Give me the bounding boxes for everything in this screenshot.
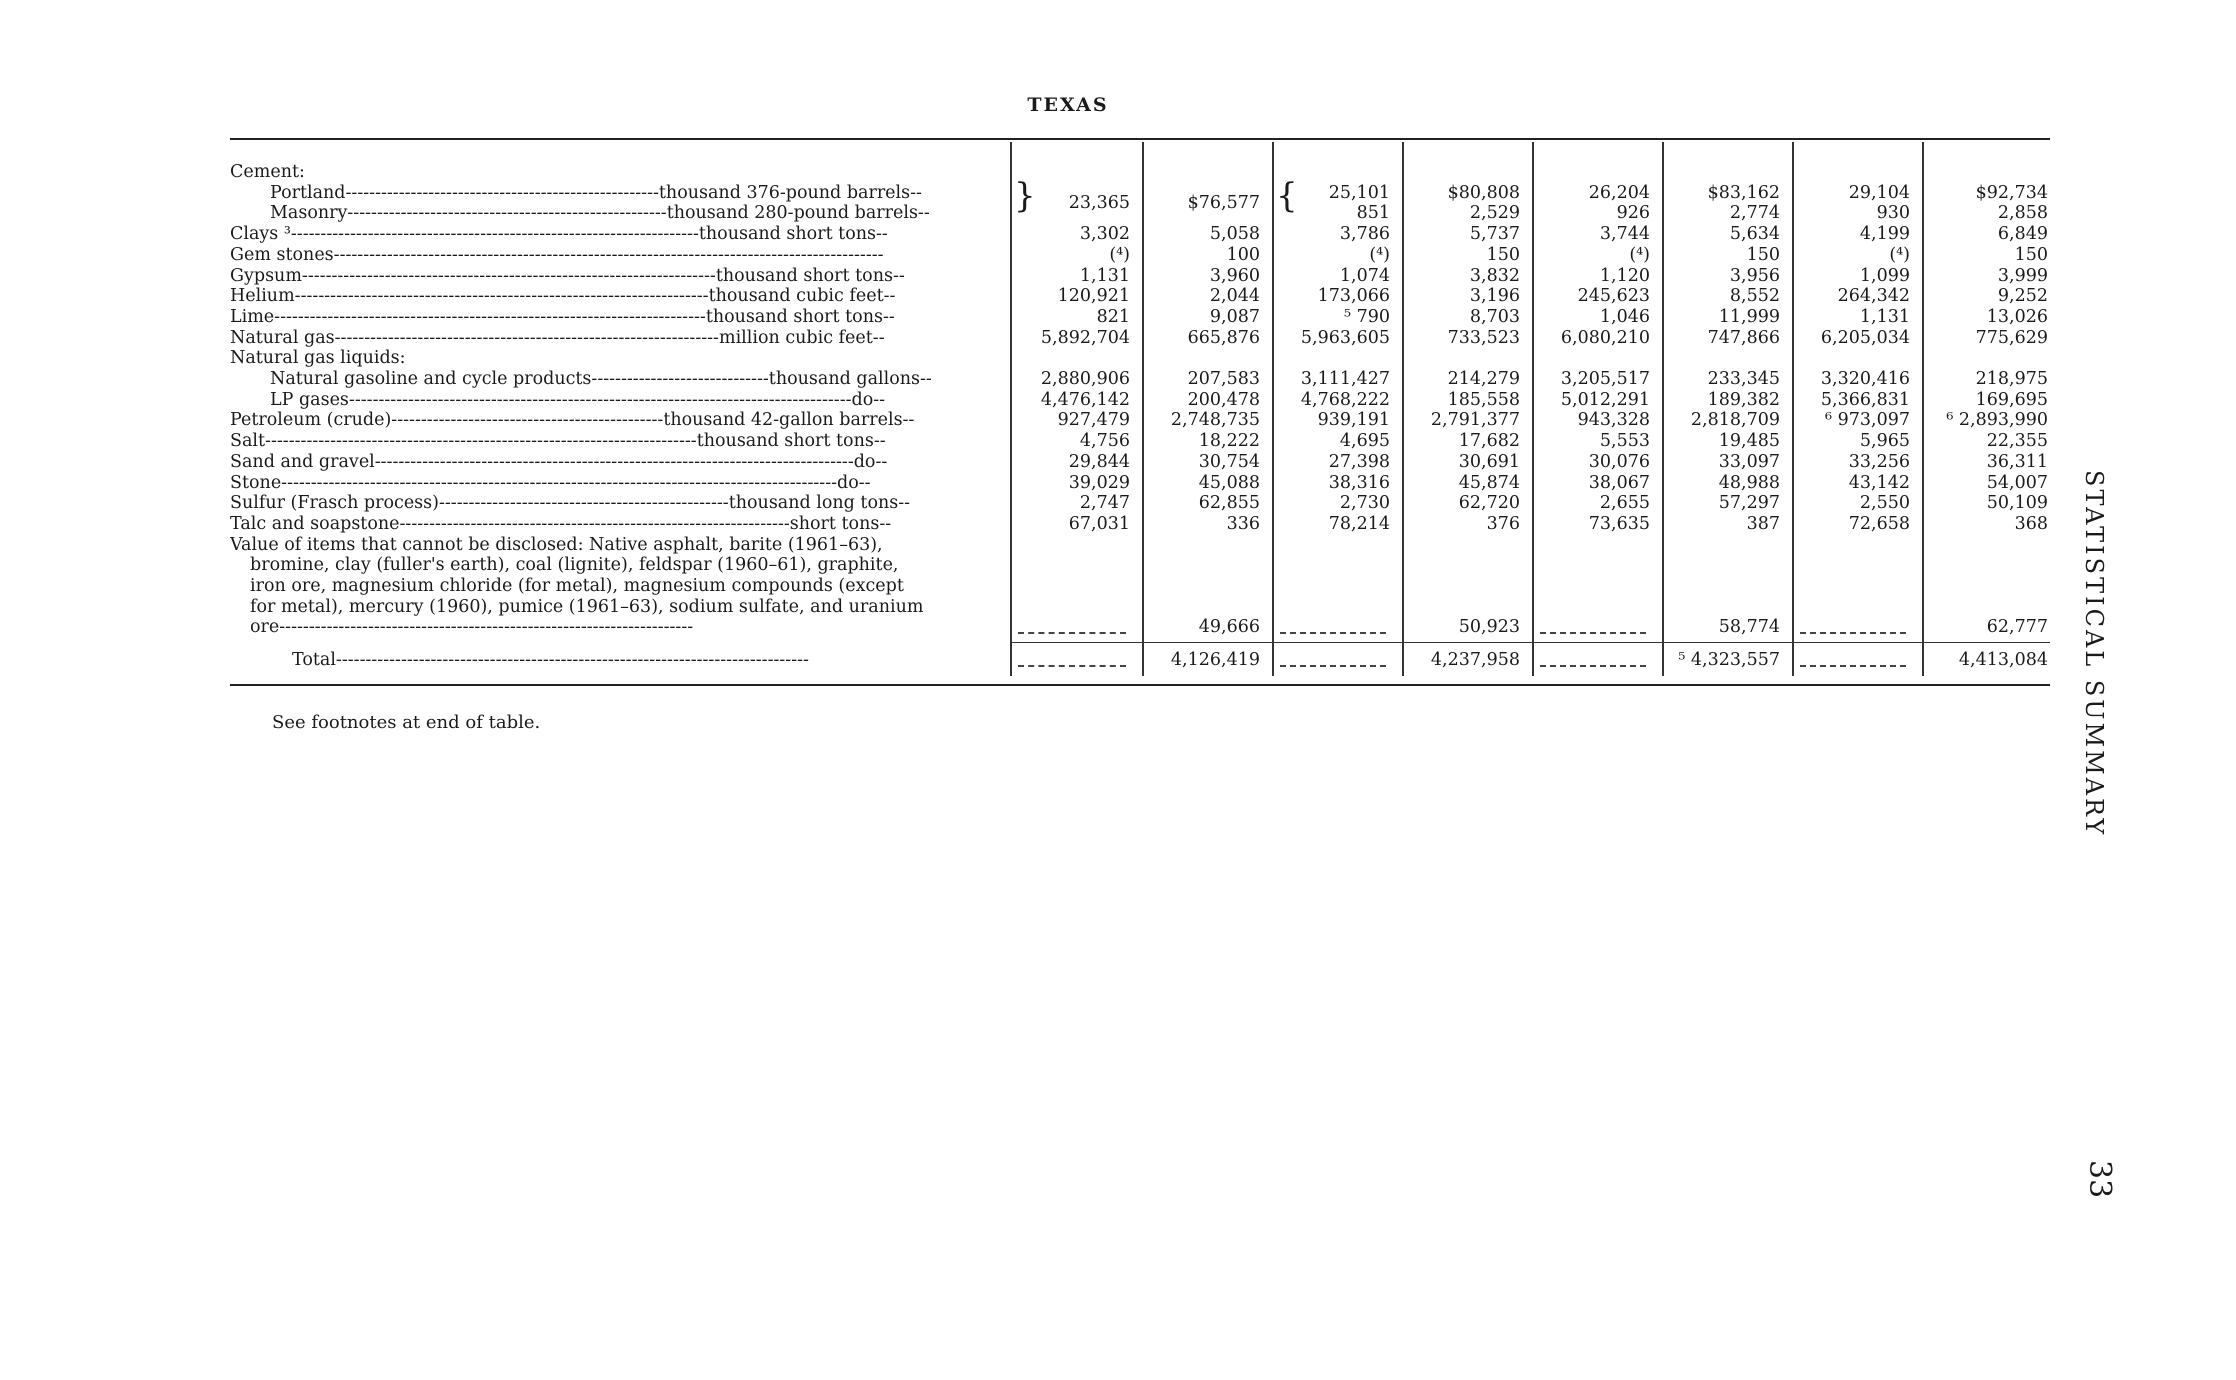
table-cell: 3,205,517 xyxy=(1560,369,1650,389)
undisclosed-text-line xyxy=(230,576,1010,597)
brace-left-icon: { xyxy=(1276,175,1298,216)
table-row xyxy=(230,307,2050,328)
table-top-rule xyxy=(230,138,2050,140)
table-cell: 3,302 xyxy=(1079,224,1130,245)
empty-cell-dashes xyxy=(1280,665,1386,667)
table-cell: 245,623 xyxy=(1577,286,1650,307)
table-cell: $76,577 xyxy=(1187,193,1260,214)
table-cell: 233,345 xyxy=(1707,369,1780,389)
row-label: Stone----------------------------------------------------------------------------------------------do-- xyxy=(230,472,871,493)
table-cell: 33,097 xyxy=(1718,451,1780,472)
table-cell: 2,550 xyxy=(1859,493,1910,514)
table-cell: 368 xyxy=(2014,513,2048,534)
table-cell: 62,720 xyxy=(1458,493,1520,514)
table-cell: 3,744 xyxy=(1599,224,1650,245)
table-cell: 48,988 xyxy=(1718,472,1780,493)
table-cell: 264,342 xyxy=(1837,286,1910,307)
table-cell: 45,088 xyxy=(1198,472,1260,493)
row-label: Gypsum----------------------------------------------------------------------thousand short tons-- xyxy=(230,265,905,286)
table-cell: 169,695 xyxy=(1975,389,2048,410)
table-cell: 9,252 xyxy=(1997,286,2048,307)
table-row xyxy=(230,514,2050,535)
table-cell: 5,012,291 xyxy=(1560,389,1650,410)
table-cell: 120,921 xyxy=(1057,286,1130,307)
table-cell: 22,355 xyxy=(1986,431,2048,452)
table-cell: 1,131 xyxy=(1079,265,1130,286)
page-title: TEXAS xyxy=(1027,94,1109,116)
table-cell: 150 xyxy=(1486,244,1520,265)
table-cell: 54,007 xyxy=(1986,472,2048,493)
table-row xyxy=(230,431,2050,452)
page-number: 33 xyxy=(2082,1160,2117,1199)
table-cell: $92,734 xyxy=(1975,182,2048,203)
table-cell: 376 xyxy=(1486,513,1520,534)
running-head: STATISTICAL SUMMARY xyxy=(2080,470,2108,838)
table-cell: 214,279 xyxy=(1447,369,1520,389)
table-cell: 5,058 xyxy=(1209,224,1260,245)
table-cell: 939,191 xyxy=(1317,410,1390,431)
table-cell: 1,046 xyxy=(1599,306,1650,327)
table-row xyxy=(230,183,2050,204)
table-cell: 4,695 xyxy=(1339,431,1390,452)
table-cell: 27,398 xyxy=(1328,451,1390,472)
row-label: Sand and gravel---------------------------------------------------------------------------------do-- xyxy=(230,451,888,472)
table-cell: 62,777 xyxy=(1986,617,2048,638)
table-bottom-rule xyxy=(230,684,2050,686)
table-cell: 189,382 xyxy=(1707,389,1780,410)
row-label: bromine, clay (fuller's earth), coal (lignite), feldspar (1960–61), graphite, xyxy=(250,555,899,576)
row-label: Lime-------------------------------------------------------------------------thousand short tons-- xyxy=(230,306,895,327)
table-cell: 38,316 xyxy=(1328,472,1390,493)
table-cell: 25,101 xyxy=(1328,182,1390,203)
table-cell: 3,320,416 xyxy=(1820,369,1910,389)
table-cell: 50,923 xyxy=(1458,617,1520,638)
table-cell: 150 xyxy=(2014,244,2048,265)
table-cell: 5,963,605 xyxy=(1300,327,1390,348)
undisclosed-text-line xyxy=(230,555,1010,576)
row-label: Helium----------------------------------------------------------------------thousand cubic feet-- xyxy=(230,286,896,307)
table-row xyxy=(230,410,2050,431)
row-label: Natural gas liquids: xyxy=(230,348,406,369)
table-cell: 8,552 xyxy=(1729,286,1780,307)
total-separator-rule xyxy=(1010,642,2050,643)
table-cell: 3,111,427 xyxy=(1300,369,1390,389)
empty-cell-dashes xyxy=(1280,632,1386,634)
undisclosed-text-line xyxy=(230,535,1010,556)
row-label: Salt-------------------------------------------------------------------------thousand short tons-- xyxy=(230,431,886,452)
table-cell: 5,366,831 xyxy=(1820,389,1910,410)
table-row xyxy=(230,493,2050,514)
table-cell: 78,214 xyxy=(1328,513,1390,534)
table-cell: 185,558 xyxy=(1447,389,1520,410)
undisclosed-text-line xyxy=(230,617,1010,638)
table-cell: (⁴) xyxy=(1369,244,1390,265)
table-cell: 747,866 xyxy=(1707,327,1780,348)
table-cell: 30,691 xyxy=(1458,451,1520,472)
empty-cell-dashes xyxy=(1540,632,1646,634)
table-cell: 43,142 xyxy=(1848,472,1910,493)
table-row xyxy=(230,473,2050,494)
table-cell: 6,205,034 xyxy=(1820,327,1910,348)
table-cell: 926 xyxy=(1616,203,1650,224)
table-cell: 218,975 xyxy=(1975,369,2048,389)
empty-cell-dashes xyxy=(1540,665,1646,667)
table-cell: 2,791,377 xyxy=(1430,410,1520,431)
table-cell: $83,162 xyxy=(1707,182,1780,203)
table-cell: 150 xyxy=(1746,244,1780,265)
table-cell: 36,311 xyxy=(1986,451,2048,472)
table-cell: 19,485 xyxy=(1718,431,1780,452)
table-cell: 200,478 xyxy=(1187,389,1260,410)
row-label: Portland-----------------------------------------------------thousand 376-pound barrels-- xyxy=(270,182,922,203)
empty-cell-dashes xyxy=(1800,665,1906,667)
table-row xyxy=(230,224,2050,245)
table-cell: 18,222 xyxy=(1198,431,1260,452)
row-label: ore---------------------------------------------------------------------- xyxy=(250,617,694,638)
table-cell: 72,658 xyxy=(1848,513,1910,534)
table-cell: 387 xyxy=(1746,513,1780,534)
table-cell: 4,413,084 xyxy=(1958,650,2048,671)
table-cell: 11,999 xyxy=(1718,306,1780,327)
table-cell: 4,768,222 xyxy=(1300,389,1390,410)
table-cell: 13,026 xyxy=(1986,306,2048,327)
table-cell: 3,196 xyxy=(1469,286,1520,307)
table-row xyxy=(230,245,2050,266)
table-cell: 775,629 xyxy=(1975,327,2048,348)
table-row xyxy=(230,266,2050,287)
table-row xyxy=(230,452,2050,473)
table-cell: 930 xyxy=(1876,203,1910,224)
empty-cell-dashes xyxy=(1018,632,1126,634)
table-cell: 30,076 xyxy=(1588,451,1650,472)
table-row xyxy=(230,328,2050,349)
table-cell: 30,754 xyxy=(1198,451,1260,472)
table-cell: 2,747 xyxy=(1079,493,1130,514)
table-cell: 821 xyxy=(1096,306,1130,327)
footnote-reference: See footnotes at end of table. xyxy=(272,712,541,733)
table-cell: 943,328 xyxy=(1577,410,1650,431)
row-label: Value of items that cannot be disclosed: Native asphalt, barite (1961–63), xyxy=(230,534,883,555)
row-label: Masonry------------------------------------------------------thousand 280-pound barrels-- xyxy=(270,203,930,224)
row-label: Cement: xyxy=(230,162,305,182)
table-cell: 29,104 xyxy=(1848,182,1910,203)
table-cell: 17,682 xyxy=(1458,431,1520,452)
table-cell: 57,297 xyxy=(1718,493,1780,514)
table-cell: 3,786 xyxy=(1339,224,1390,245)
table-cell: 5,634 xyxy=(1729,224,1780,245)
table-cell: 2,880,906 xyxy=(1040,369,1130,389)
table-cell: 5,737 xyxy=(1469,224,1520,245)
brace-right-icon: } xyxy=(1014,175,1036,216)
table-cell: 5,892,704 xyxy=(1040,327,1130,348)
empty-cell-dashes xyxy=(1018,665,1126,667)
table-row xyxy=(230,390,2050,411)
table-cell: 4,199 xyxy=(1859,224,1910,245)
table-cell: 336 xyxy=(1226,513,1260,534)
table-cell: 26,204 xyxy=(1588,182,1650,203)
table-cell: ⁵ 790 xyxy=(1344,306,1390,327)
table-cell: 38,067 xyxy=(1588,472,1650,493)
table-cell: 73,635 xyxy=(1588,513,1650,534)
table-row xyxy=(230,348,2050,369)
table-cell: ⁶ 973,097 xyxy=(1825,410,1910,431)
table-cell: 733,523 xyxy=(1447,327,1520,348)
total-row xyxy=(230,650,2050,671)
row-label: Clays ³---------------------------------------------------------------------thousand short tons-- xyxy=(230,224,888,245)
table-cell: 2,730 xyxy=(1339,493,1390,514)
row-label: Gem stones--------------------------------------------------------------------------------------------- xyxy=(230,244,884,265)
table-cell: 33,256 xyxy=(1848,451,1910,472)
table-cell: 39,029 xyxy=(1068,472,1130,493)
table-cell: 67,031 xyxy=(1068,513,1130,534)
table-cell: 207,583 xyxy=(1187,369,1260,389)
table-cell: 100 xyxy=(1226,244,1260,265)
row-label: Natural gasoline and cycle products------------------------------thousand gallons-- xyxy=(270,369,932,389)
table-cell: (⁴) xyxy=(1109,244,1130,265)
row-label: Sulfur (Frasch process)-------------------------------------------------thousand long tons-- xyxy=(230,493,911,514)
row-label: Natural gas-----------------------------------------------------------------million cubic feet-- xyxy=(230,327,885,348)
table-cell: 4,476,142 xyxy=(1040,389,1130,410)
row-label: iron ore, magnesium chloride (for metal), magnesium compounds (except xyxy=(250,576,904,596)
table-cell: 2,774 xyxy=(1729,203,1780,224)
table-row xyxy=(230,203,2050,224)
table-cell: 927,479 xyxy=(1057,410,1130,431)
table-cell: 173,066 xyxy=(1317,286,1390,307)
table-cell: 58,774 xyxy=(1718,617,1780,638)
table-row xyxy=(230,162,2050,183)
table-cell: 5,553 xyxy=(1599,431,1650,452)
table-cell: 6,080,210 xyxy=(1560,327,1650,348)
table-cell: 1,074 xyxy=(1339,265,1390,286)
undisclosed-text-line xyxy=(230,597,1010,618)
table-cell: 62,855 xyxy=(1198,493,1260,514)
table-cell: ⁶ 2,893,990 xyxy=(1946,410,2048,431)
table-cell: 1,099 xyxy=(1859,265,1910,286)
table-cell: 49,666 xyxy=(1198,617,1260,638)
table-cell: 1,131 xyxy=(1859,306,1910,327)
row-label: for metal), mercury (1960), pumice (1961–63), sodium sulfate, and uranium xyxy=(250,596,924,617)
table-cell: 3,960 xyxy=(1209,265,1260,286)
table-cell: (⁴) xyxy=(1629,244,1650,265)
table-cell: 2,858 xyxy=(1997,203,2048,224)
table-cell: 2,748,735 xyxy=(1170,410,1260,431)
table-cell: 5,965 xyxy=(1859,431,1910,452)
table-cell: 3,956 xyxy=(1729,265,1780,286)
table-cell: 2,655 xyxy=(1599,493,1650,514)
table-cell: $80,808 xyxy=(1447,182,1520,203)
table-cell: 45,874 xyxy=(1458,472,1520,493)
table-row xyxy=(230,286,2050,307)
table-cell: 4,237,958 xyxy=(1430,650,1520,671)
table-cell: 23,365 xyxy=(1068,193,1130,214)
table-cell: 9,087 xyxy=(1209,306,1260,327)
row-label: Petroleum (crude)----------------------------------------------thousand 42-gallon barrels-- xyxy=(230,410,915,431)
table-cell: 1,120 xyxy=(1599,265,1650,286)
table-cell: 3,999 xyxy=(1997,265,2048,286)
table-cell: 4,126,419 xyxy=(1170,650,1260,671)
total-label: Total-------------------------------------------------------------------------------- xyxy=(292,650,809,671)
table-row xyxy=(230,369,2050,390)
table-cell: 8,703 xyxy=(1469,306,1520,327)
empty-cell-dashes xyxy=(1800,632,1906,634)
table-cell: 2,818,709 xyxy=(1690,410,1780,431)
table-cell: (⁴) xyxy=(1889,244,1910,265)
row-label: LP gases-------------------------------------------------------------------------------------do-- xyxy=(270,389,886,410)
table-cell: 2,529 xyxy=(1469,203,1520,224)
row-label: Talc and soapstone------------------------------------------------------------------short tons-- xyxy=(230,513,892,534)
table-cell: ⁵ 4,323,557 xyxy=(1678,650,1780,671)
table-cell: 4,756 xyxy=(1079,431,1130,452)
table-cell: 50,109 xyxy=(1986,493,2048,514)
table-cell: 665,876 xyxy=(1187,327,1260,348)
table-cell: 3,832 xyxy=(1469,265,1520,286)
table-cell: 2,044 xyxy=(1209,286,1260,307)
table-cell: 851 xyxy=(1356,203,1390,224)
table-cell: 29,844 xyxy=(1068,451,1130,472)
table-cell: 6,849 xyxy=(1997,224,2048,245)
